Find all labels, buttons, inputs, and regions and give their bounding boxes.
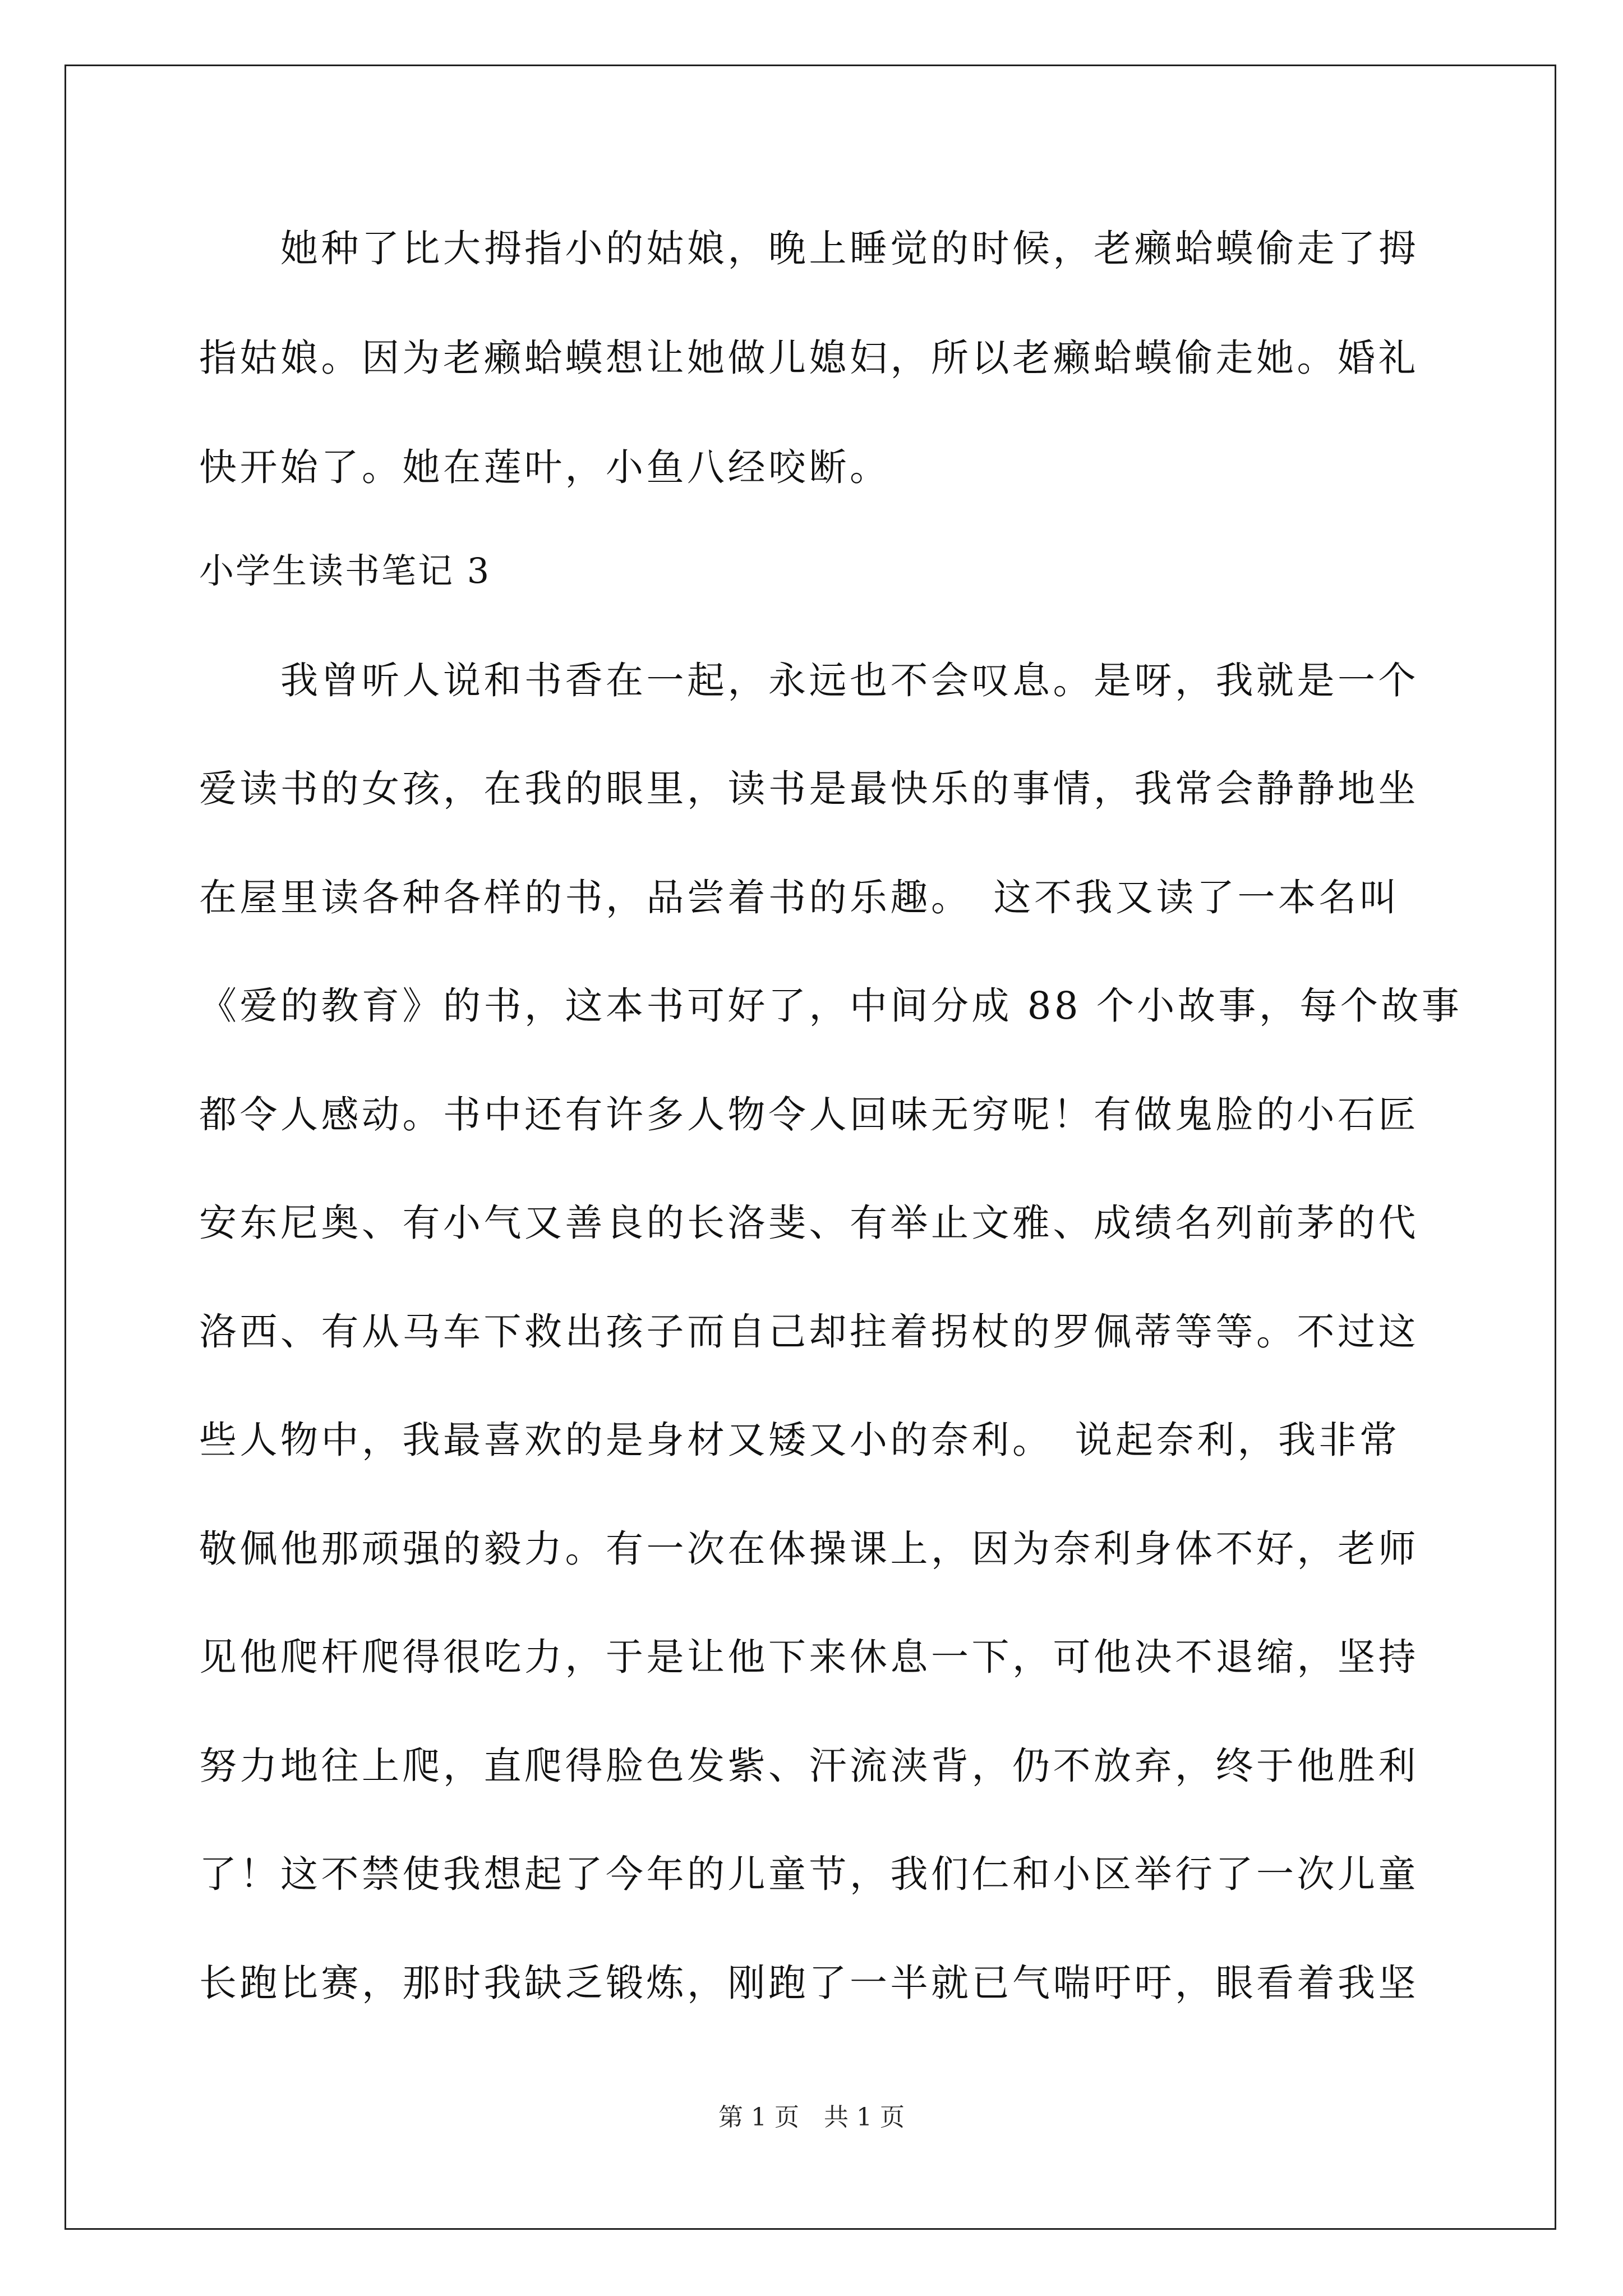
- paragraph-line: 了！这不禁使我想起了今年的儿童节，我们仁和小区举行了一次儿童: [199, 1852, 1419, 1896]
- paragraph-line: 见他爬杆爬得很吃力，于是让他下来休息一下，可他决不退缩，坚持: [199, 1635, 1419, 1679]
- page-border: [64, 65, 1556, 2230]
- paragraph-line: 指姑娘。因为老癞蛤蟆想让她做儿媳妇，所以老癞蛤蟆偷走她。婚礼: [199, 336, 1419, 380]
- paragraph-line: 爱读书的女孩，在我的眼里，读书是最快乐的事情，我常会静静地坐: [199, 767, 1419, 811]
- paragraph-line: 她种了比大拇指小的姑娘，晚上睡觉的时候，老癞蛤蟆偷走了拇: [280, 227, 1419, 270]
- paragraph-line: 些人物中，我最喜欢的是身材又矮又小的奈利。 说起奈利，我非常: [199, 1418, 1400, 1462]
- page-number-footer: 第 1 页 共 1 页: [718, 2103, 905, 2132]
- paragraph-line: 努力地往上爬，直爬得脸色发紫、汗流浃背，仍不放弃，终于他胜利: [199, 1744, 1419, 1788]
- paragraph-line: 都令人感动。书中还有许多人物令人回味无穷呢！有做鬼脸的小石匠: [199, 1093, 1419, 1137]
- paragraph-line: 长跑比赛，那时我缺乏锻炼，刚跑了一半就已气喘吁吁，眼看着我坚: [199, 1961, 1419, 2005]
- paragraph-line: 在屋里读各种各样的书，品尝着书的乐趣。 这不我又读了一本名叫: [199, 876, 1400, 919]
- section-title: 小学生读书笔记 3: [199, 550, 491, 591]
- paragraph-line: 洛西、有从马车下救出孩子而自己却拄着拐杖的罗佩蒂等等。不过这: [199, 1310, 1419, 1354]
- paragraph-line: 敬佩他那顽强的毅力。有一次在体操课上，因为奈利身体不好，老师: [199, 1527, 1419, 1571]
- paragraph-line: 我曾听人说和书香在一起，永远也不会叹息。是呀，我就是一个: [280, 659, 1419, 702]
- paragraph-line: 《爱的教育》的书，这本书可好了，中间分成 88 个小故事，每个故事: [199, 984, 1463, 1028]
- paragraph-line: 快开始了。她在莲叶，小鱼八经咬断。: [199, 445, 891, 489]
- paragraph-line: 安东尼奥、有小气又善良的长洛斐、有举止文雅、成绩名列前茅的代: [199, 1201, 1419, 1245]
